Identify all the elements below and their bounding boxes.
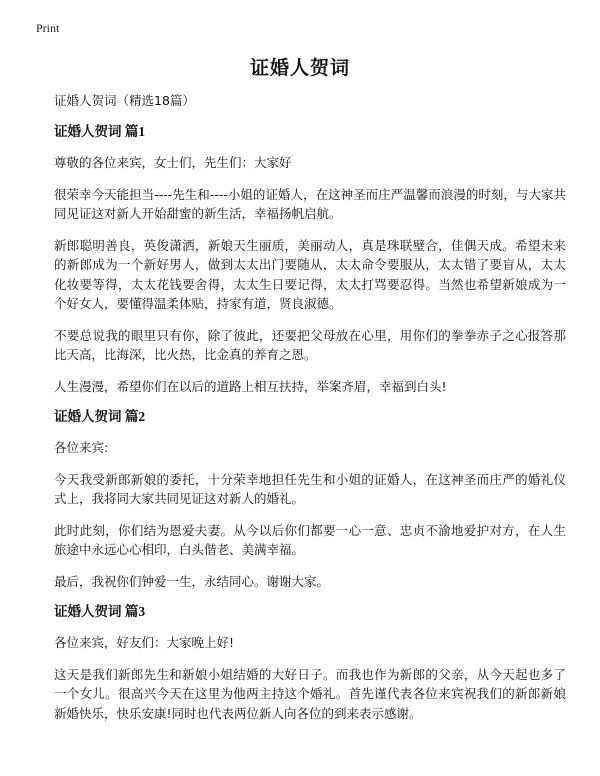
paragraph: 新郎聪明善良，英俊潇洒，新娘天生丽质，美丽动人，真是珠联璧合，佳偶天成。希望未来的新郎成为一个新好男人，做到太太出门要随从，太太命令要服从，太太错了要盲从，太太化妆要等得，太太花钱要舍得，太太生日要记得，太太打骂要忍得。当然也希望新娘成为一个好女人，要懂得温柔体贴，持家有道，贤良淑德。 (54, 237, 566, 311)
document-subtitle: 证婚人贺词（精选18篇） (54, 93, 195, 108)
document-body (54, 92, 566, 733)
paragraph: 这天是我们新郎先生和新娘小姐结婚的大好日子。而我也作为新郎的父亲，从今天起也多了一个女儿。很高兴今天在这里为他两主持这个婚礼。首先谨代表各位来宾祝我们的新郎新娘新婚快乐，快乐安康!同时也代表两位新人向各位的到来表示感谢。 (54, 666, 566, 721)
section-heading: 证婚人贺词 篇2 (54, 409, 146, 424)
paragraph: 各位来宾，好友们：大家晚上好! (54, 635, 235, 650)
paragraph: 不要总说我的眼里只有你，除了彼此，还要把父母放在心里，用你们的拳拳赤子之心报答那比天高，比海深，比火热，比金真的养育之恩。 (54, 327, 566, 362)
paragraph: 最后，我祝你们钟爱一生，永结同心。谢谢大家。 (54, 573, 330, 589)
paragraph: 各位来宾: (54, 440, 109, 455)
paragraph: 此时此刻，你们结为恩爱夫妻。从今以后你们都要一心一意、忠贞不渝地爱护对方，在人生旅途中永远心心相印，白头偕老、美满幸福。 (54, 522, 566, 557)
paragraph: 今天我受新郎新娘的委托，十分荣幸地担任先生和小姐的证婚人，在这神圣而庄严的婚礼仪式上，我将同大家共同见证这对新人的婚礼。 (54, 471, 566, 506)
paragraph: 尊敬的各位来宾，女士们，先生们：大家好 (54, 155, 292, 170)
page-title: 证婚人贺词 (249, 57, 350, 79)
paragraph: 人生漫漫，希望你们在以后的道路上相互扶持，举案齐眉，幸福到白头! (54, 378, 447, 394)
print-link[interactable]: Print (36, 21, 60, 35)
section-2 (54, 408, 566, 591)
section-3 (54, 603, 566, 723)
section-heading: 证婚人贺词 篇3 (54, 604, 146, 619)
section-heading: 证婚人贺词 篇1 (54, 124, 146, 139)
paragraph: 很荣幸今天能担当----先生和----小姐的证婚人，在这神圣而庄严温馨而浪漫的时刻，与大家共同见证这对新人开始甜蜜的新生活，幸福扬帆启航。 (54, 186, 566, 221)
section-1 (54, 123, 566, 396)
